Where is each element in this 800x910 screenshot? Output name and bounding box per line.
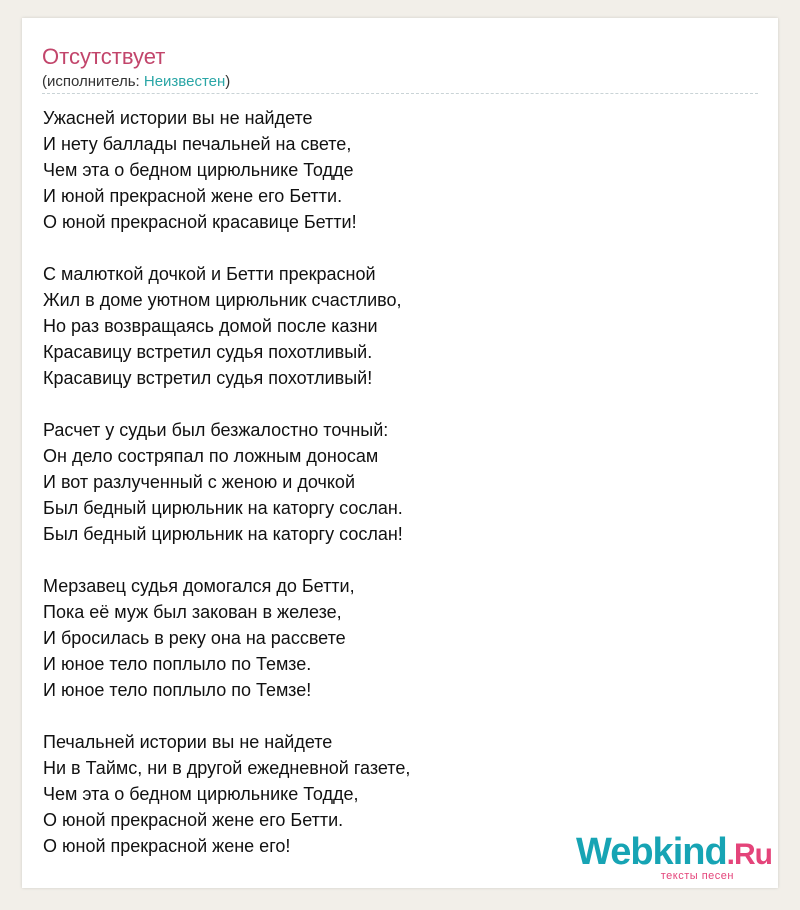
lyrics-line: И нету баллады печальней на свете, xyxy=(43,134,352,154)
lyrics-line: Ни в Таймс, ни в другой ежедневной газете, xyxy=(43,758,411,778)
lyrics-line: Был бедный цирюльник на каторгу сослан. xyxy=(43,498,403,518)
site-logo[interactable] xyxy=(576,833,772,882)
lyrics-line: Печальней истории вы не найдете xyxy=(43,732,333,752)
logo-main-text: Webkind xyxy=(576,831,727,873)
lyrics-stanza xyxy=(43,417,410,547)
lyrics-stanza xyxy=(43,729,410,859)
lyrics-line: Красавицу встретил судья похотливый! xyxy=(43,368,373,388)
artist-suffix: ) xyxy=(225,73,231,90)
lyrics-line: Ужасней истории вы не найдете xyxy=(43,108,313,128)
logo-wordmark xyxy=(576,833,772,874)
lyrics-line: И вот разлученный с женою и дочкой xyxy=(43,472,355,492)
lyrics-line: Но раз возвращаясь домой после казни xyxy=(43,316,378,336)
lyrics-card xyxy=(22,18,778,888)
logo-tagline: тексты песен xyxy=(660,870,734,882)
lyrics-line: Был бедный цирюльник на каторгу сослан! xyxy=(43,524,403,544)
lyrics-line: О юной прекрасной красавице Бетти! xyxy=(43,212,357,232)
lyrics-body xyxy=(43,105,410,885)
artist-prefix: (исполнитель: xyxy=(42,73,144,90)
lyrics-line: Чем эта о бедном цирюльнике Тодде, xyxy=(43,784,359,804)
artist-line xyxy=(42,73,758,91)
header-divider xyxy=(42,93,758,94)
lyrics-line: Мерзавец судья домогался до Бетти, xyxy=(43,576,355,596)
lyrics-line: Он дело состряпал по ложным доносам xyxy=(43,446,379,466)
lyrics-line: И юное тело поплыло по Темзе! xyxy=(43,680,312,700)
lyrics-line: И юной прекрасной жене его Бетти. xyxy=(43,186,343,206)
artist-link[interactable]: Неизвестен xyxy=(143,73,226,90)
lyrics-line: Пока её муж был закован в железе, xyxy=(43,602,342,622)
lyrics-line: Расчет у судьи был безжалостно точный: xyxy=(43,420,389,440)
lyrics-line: Чем эта о бедном цирюльнике Тодде xyxy=(43,160,354,180)
lyrics-stanza xyxy=(43,261,410,391)
lyrics-line: С малюткой дочкой и Бетти прекрасной xyxy=(43,264,376,284)
logo-suffix-text: .Ru xyxy=(726,838,772,871)
song-title: Отсутствует xyxy=(42,44,166,69)
lyrics-line: Красавицу встретил судья похотливый. xyxy=(43,342,373,362)
lyrics-stanza xyxy=(43,573,410,703)
lyrics-line: И юное тело поплыло по Темзе. xyxy=(43,654,312,674)
song-header xyxy=(42,44,758,91)
lyrics-line: О юной прекрасной жене его! xyxy=(43,836,291,856)
lyrics-stanza xyxy=(43,105,410,235)
lyrics-line: О юной прекрасной жене его Бетти. xyxy=(43,810,344,830)
lyrics-line: Жил в доме уютном цирюльник счастливо, xyxy=(43,290,402,310)
lyrics-line: И бросилась в реку она на рассвете xyxy=(43,628,346,648)
